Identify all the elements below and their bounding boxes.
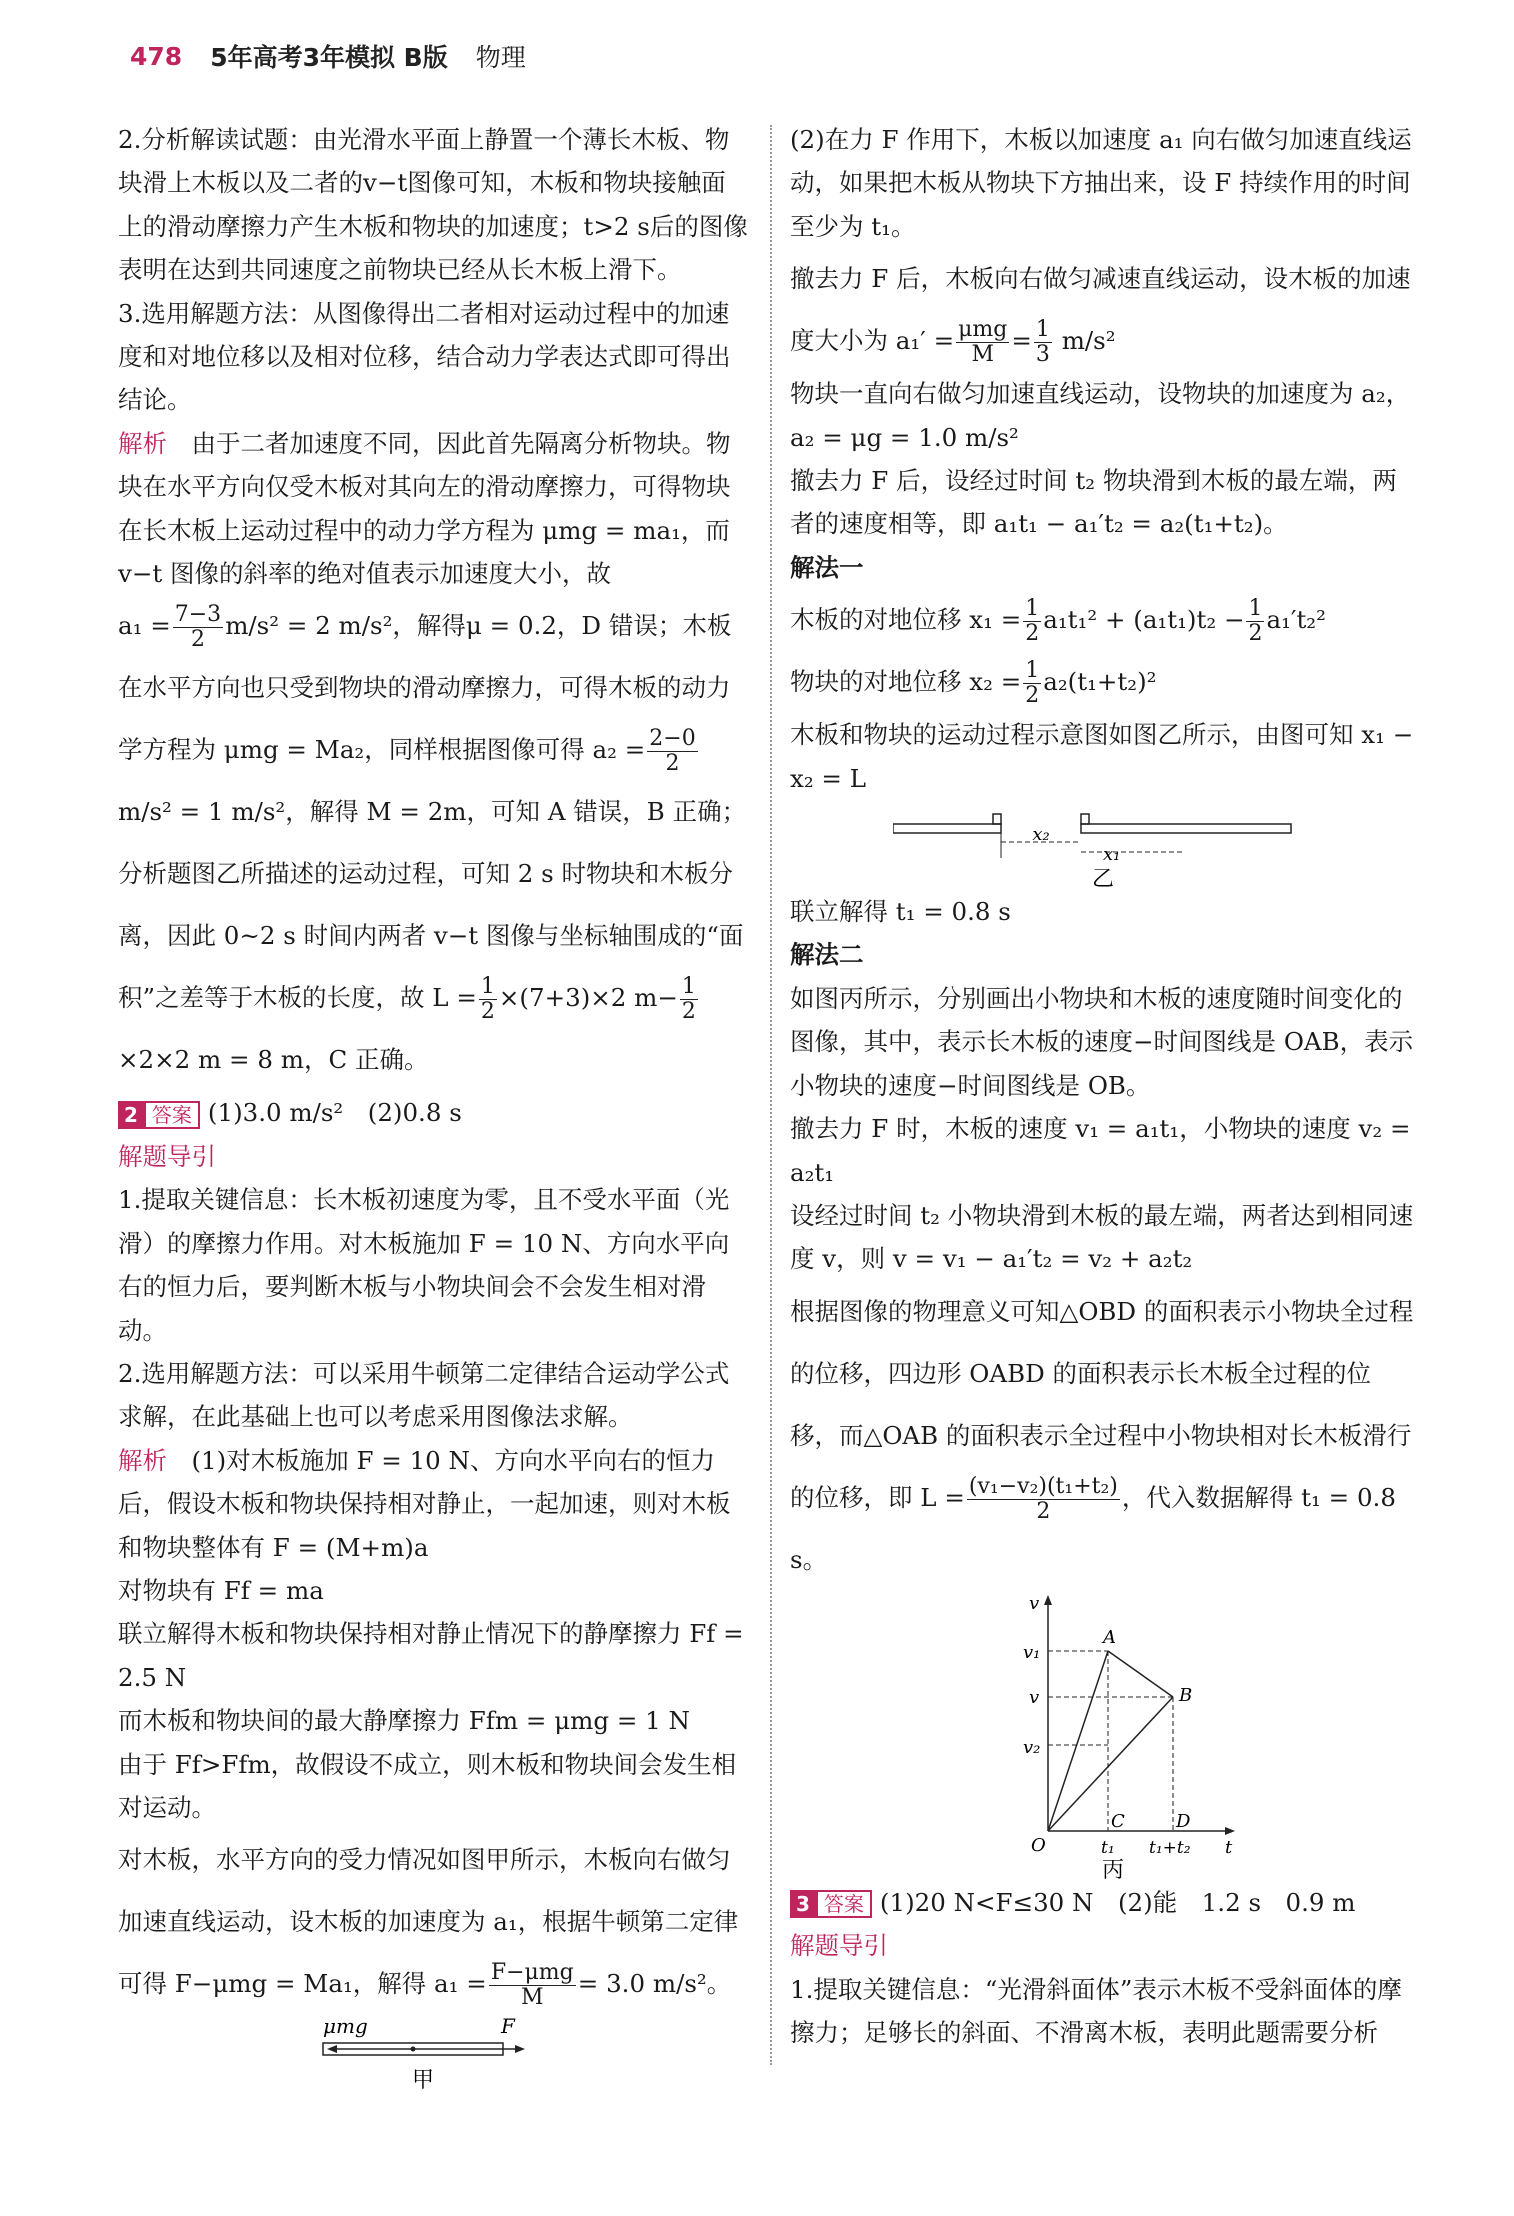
solution-2-6 (118, 1829, 748, 2015)
formula-text: m/s² = 2 m/s²，解得μ = 0.2，D 错误；木板在水平方向也只受到物块的滑动摩擦力，可得木板的动力学方程为 μmg = Ma₂，同样根据图像可得 a₂ = (118, 611, 732, 765)
denominator: M (971, 342, 994, 368)
line-OA (1048, 1651, 1108, 1831)
answer-number: 2 (118, 1101, 144, 1129)
solution-2-5: 由于 Ff>Ffm，故假设不成立，则木板和物块间会发生相对运动。 (118, 1749, 737, 1822)
right-p11: 设经过时间 t₂ 小物块滑到木板的最左端，两者达到相同速度 v，则 v = v₁ − a₁′t₂ = v₂ + a₂t₂ (790, 1200, 1414, 1274)
denominator: 2 (480, 999, 495, 1025)
point-O: O (1030, 1834, 1046, 1856)
right-text: a₁′t₂² (1266, 605, 1326, 635)
fraction (479, 975, 497, 1024)
right-text: a₂(t₁+t₂)² (1043, 667, 1157, 697)
force-arrow-head (515, 2045, 525, 2053)
right-column (790, 118, 1415, 2054)
denominator: 2 (190, 627, 205, 653)
right-p5 (790, 589, 1415, 651)
guide-heading: 解题导引 (790, 1931, 888, 1961)
figure-caption: 乙 (1091, 867, 1114, 891)
x1-label: x₁ (1102, 844, 1120, 866)
left-column (118, 118, 748, 2095)
fraction (647, 727, 697, 776)
right-p12 (790, 1281, 1415, 1591)
denominator: 2 (1248, 621, 1263, 647)
numerator: (v₁−v₂)(t₁+t₂) (968, 1473, 1118, 1499)
answer-2 (118, 1091, 748, 1134)
method-2-heading: 解法二 (790, 940, 864, 970)
solution-2-3: 联立解得木板和物块保持相对静止情况下的静摩擦力 Ff = 2.5 N (118, 1619, 744, 1692)
solution-formula-paragraph (118, 595, 748, 1091)
method-paragraph: 3.选用解题方法：从图像得出二者相对运动过程中的加速度和对地位移以及相对位移，结合动力学表达式即可得出结论。 (118, 298, 731, 415)
answer-tag: 答案 (144, 1101, 200, 1129)
fraction (956, 318, 1009, 367)
point-A: A (1102, 1626, 1116, 1648)
friction-label: μmg (323, 2015, 368, 2039)
solution-text: 由于二者加速度不同，因此首先隔离分析物块。物块在水平方向仅受木板对其向左的滑动摩擦力，可得物块在长木板上运动过程中的动力学方程为 μmg = ma₁，而v−t 图像的斜率的绝对值表示加速度大小，故 (118, 428, 731, 589)
guide-key-info: 1.提取关键信息：“光滑斜面体”表示木板不受斜面体的摩擦力；足够长的斜面、不滑离木板，表明此题需要分析 (790, 1974, 1402, 2047)
board-start (893, 824, 1001, 833)
numerator: 1 (1248, 596, 1263, 622)
answer-tag: 答案 (816, 1890, 872, 1918)
book-title: 5年高考3年模拟 B版 (210, 43, 448, 72)
block-start (993, 814, 1001, 824)
solution-text: = 3.0 m/s²。 (577, 1969, 732, 1999)
right-text: ，代入数据解得 t₁ = 0.8 s。 (790, 1482, 1396, 1574)
numerator: 1 (1025, 658, 1040, 684)
fraction (680, 975, 698, 1024)
v2-label: v₂ (1022, 1736, 1040, 1758)
fraction (967, 1475, 1120, 1524)
subject: 物理 (475, 43, 526, 72)
fraction (489, 1961, 576, 2010)
v-label: v (1028, 1686, 1039, 1708)
figure-yi (893, 800, 1313, 890)
numerator: 1 (1025, 596, 1040, 622)
center-dot (411, 2047, 416, 2052)
analysis-paragraph: 2.分析解读试题：由光滑水平面上静置一个薄长木板、物块滑上木板以及二者的v−t图像可知，木板和物块接触面上的滑动摩擦力产生木板和物块的加速度；t>2 s后的图像表明在达到共同速度之前物块已经从长木板上滑下。 (118, 125, 748, 285)
denominator: 2 (665, 751, 680, 777)
point-C: C (1110, 1810, 1125, 1832)
answer-3 (790, 1881, 1415, 1924)
t1-label: t₁ (1100, 1837, 1115, 1858)
v1-label: v₁ (1022, 1641, 1040, 1663)
answer-badge (790, 1890, 872, 1918)
numerator: 7−3 (174, 602, 222, 628)
denominator: 2 (1025, 683, 1040, 709)
numerator: F−μmg (490, 1960, 574, 1986)
figure-caption: 丙 (1101, 1857, 1124, 1881)
right-p2 (790, 248, 1415, 372)
right-text: 物块的对地位移 x₂ = (790, 667, 1022, 697)
answer-badge (118, 1101, 200, 1129)
denominator: 2 (1025, 621, 1040, 647)
fraction (173, 603, 223, 652)
line-AB (1108, 1651, 1173, 1697)
numerator: 1 (1035, 317, 1050, 343)
solution-2-4: 而木板和物块间的最大静摩擦力 Ffm = μmg = 1 N (118, 1706, 690, 1736)
solution-text: 对木板，水平方向的受力情况如图甲所示，木板向右做匀加速直线运动，设木板的加速度为 a₁，根据牛顿第二定律可得 F−μmg = Ma₁，解得 a₁ = (118, 1845, 739, 1999)
answer-number: 3 (790, 1890, 816, 1918)
guide-method: 2.选用解题方法：可以采用牛顿第二定律结合运动学公式求解，在此基础上也可以考虑采用图像法求解。 (118, 1358, 730, 1432)
right-p8: 联立解得 t₁ = 0.8 s (790, 897, 1011, 927)
column-divider (770, 125, 772, 2065)
answer-text: (1)3.0 m/s² (2)0.8 s (207, 1098, 462, 1128)
right-text: 撤去力 F 后，木板向右做匀减速直线运动，设木板的加速度大小为 a₁′ = (790, 264, 1411, 356)
friction-arrow-head (327, 2045, 337, 2053)
t1t2-label: t₁+t₂ (1148, 1837, 1191, 1858)
x2-label: x₂ (1031, 824, 1050, 846)
numerator: μmg (958, 317, 1008, 343)
denominator: M (521, 1985, 544, 2011)
solution-label: 解析 (118, 428, 167, 458)
fraction (1023, 597, 1041, 646)
fraction (1023, 659, 1041, 708)
guide-key-info: 1.提取关键信息：长木板初速度为零，且不受水平面（光滑）的摩擦力作用。对木板施加 F = 10 N、方向水平向右的恒力后，要判断木板与小物块间会不会发生相对滑动。 (118, 1185, 730, 1345)
formula-text: ×(7+3)×2 m− (498, 983, 678, 1013)
v-axis-label: v (1028, 1592, 1039, 1614)
right-p9: 如图丙所示，分别画出小物块和木板的速度随时间变化的图像，其中，表示长木板的速度−时间图线是 OAB，表示小物块的速度−时间图线是 OB。 (790, 983, 1414, 1100)
solution-paragraph (118, 422, 748, 596)
force-label: F (501, 2015, 515, 2039)
right-p6 (790, 651, 1415, 713)
formula-text: a₁ = (118, 611, 171, 641)
right-text: = (1011, 326, 1032, 356)
t-axis-label: t (1224, 1836, 1232, 1858)
formula-text: m/s² = 1 m/s²，解得 M = 2m，可知 A 错误，B 正确；分析题图乙所描述的运动过程，可知 2 s 时物块和木板分离，因此 0~2 s 时间内两者 v−t 图像与坐标轴围成的“面积”之差等于木板的长度，故 L = (118, 797, 747, 1013)
right-p1: (2)在力 F 作用下，木板以加速度 a₁ 向右做匀加速直线运动，如果把木板从物块下方抽出来，设 F 持续作用的时间至少为 t₁。 (790, 125, 1412, 241)
right-p4: 撤去力 F 后，设经过时间 t₂ 物块滑到木板的最左端，两者的速度相等，即 a₁t₁ − a₁′t₂ = a₂(t₁+t₂)。 (790, 466, 1397, 539)
method-1-heading: 解法一 (790, 552, 864, 582)
page-header (130, 36, 526, 76)
formula-text: ×2×2 m = 8 m，C 正确。 (118, 1045, 429, 1075)
point-D: D (1175, 1810, 1190, 1832)
board-end (1081, 824, 1291, 833)
block-end (1081, 814, 1089, 824)
solution-2-1 (118, 1439, 748, 1569)
right-text: 木板的对地位移 x₁ = (790, 605, 1022, 635)
solution-label: 解析 (118, 1445, 167, 1475)
right-text: 根据图像的物理意义可知△OBD 的面积表示小物块全过程的位移，四边形 OABD 的面积表示长木板全过程的位移，而△OAB 的面积表示全过程中小物块相对长木板滑行的位移，即 L = (790, 1296, 1414, 1512)
right-p3: 物块一直向右做匀加速直线运动，设物块的加速度为 a₂，a₂ = μg = 1.0 m/s² (790, 379, 1411, 452)
denominator: 2 (1036, 1498, 1051, 1524)
right-text: a₁t₁² + (a₁t₁)t₂ − (1043, 605, 1245, 635)
point-B: B (1178, 1684, 1192, 1706)
figure-bing (953, 1591, 1253, 1881)
fraction (1034, 318, 1052, 367)
right-p10: 撤去力 F 时，木板的速度 v₁ = a₁t₁，小物块的速度 v₂ = a₂t₁ (790, 1114, 1411, 1187)
v-axis-arrow (1044, 1595, 1052, 1605)
solution-text: (1)对木板施加 F = 10 N、方向水平向右的恒力后，假设木板和物块保持相对静止，一起加速，则对木板和物块整体有 F = (M+m)a (118, 1445, 731, 1562)
denominator: 2 (681, 999, 696, 1025)
right-p7: 木板和物块的运动过程示意图如图乙所示，由图可知 x₁ − x₂ = L (790, 720, 1414, 793)
page-number: 478 (130, 41, 183, 71)
guide-heading: 解题导引 (118, 1141, 216, 1171)
right-text: m/s² (1061, 326, 1116, 356)
solution-2-2: 对物块有 Ff = ma (118, 1575, 324, 1605)
numerator: 2−0 (649, 726, 696, 752)
t-axis-arrow (1225, 1827, 1235, 1835)
fraction (1246, 597, 1264, 646)
answer-text: (1)20 N<F≤30 N (2)能 1.2 s 0.9 m (879, 1887, 1356, 1917)
figure-caption: 甲 (411, 2068, 435, 2094)
figure-jia (313, 2015, 553, 2095)
numerator: 1 (681, 974, 696, 1000)
numerator: 1 (480, 974, 495, 1000)
denominator: 3 (1035, 342, 1050, 368)
